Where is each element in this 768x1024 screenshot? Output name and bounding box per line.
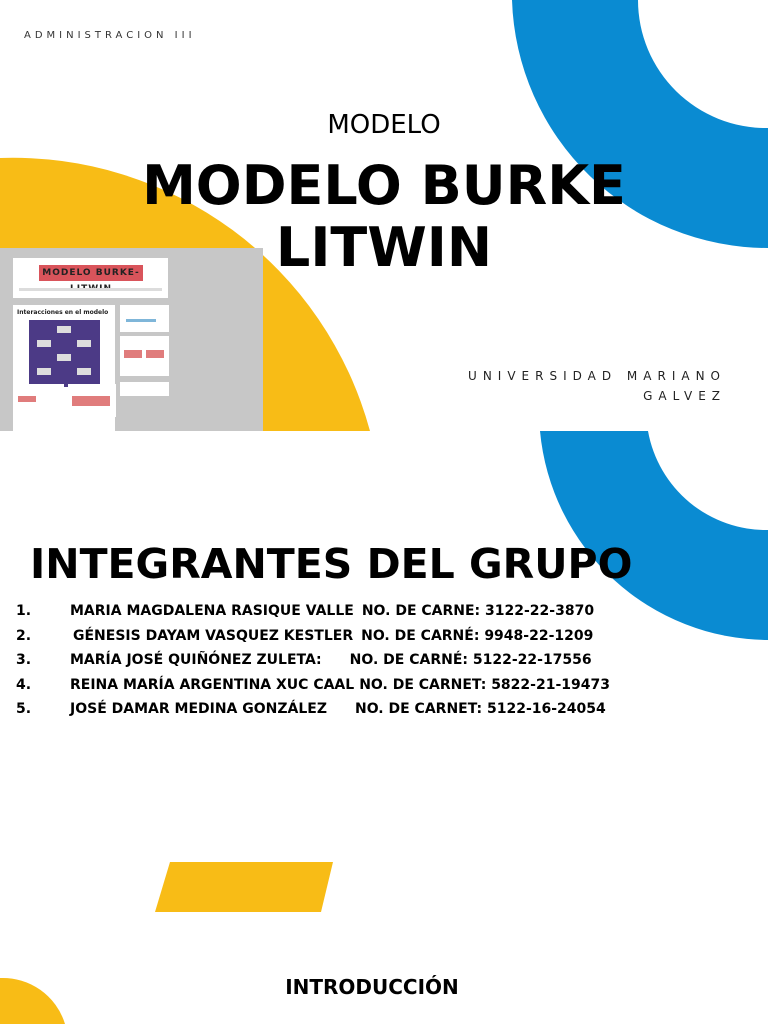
member-row — [10, 628, 610, 653]
diagram-box — [37, 368, 51, 375]
member-carne: NO. DE CARNET: 5122-16-24054 — [355, 701, 606, 717]
subtitle: MODELO — [327, 110, 441, 140]
member-name: JOSÉ DAMAR MEDINA GONZÁLEZ — [70, 701, 327, 717]
member-number: 2. — [16, 627, 32, 644]
member-name: MARIA MAGDALENA RASIQUE VALLE — [70, 603, 354, 619]
thumbnail-header — [13, 258, 168, 298]
yellow-parallelogram — [155, 862, 333, 912]
university-name — [468, 366, 726, 406]
member-row — [10, 677, 610, 702]
member-name: MARÍA JOSÉ QUIÑÓNEZ ZULETA: — [70, 652, 322, 668]
thumbnail-block — [18, 396, 36, 402]
title-line-1: MODELO BURKE — [142, 154, 626, 217]
member-name: GÉNESIS DAYAM VASQUEZ KESTLER — [73, 627, 354, 644]
thumbnail-slide — [120, 382, 169, 396]
member-number: 5. — [16, 701, 32, 717]
member-carne: NO. DE CARNET: 5822-21-19473 — [359, 676, 610, 693]
thumbnail-line — [126, 319, 156, 322]
member-row — [10, 652, 610, 677]
thumbnail-header-line — [19, 288, 162, 291]
thumbnail-slide — [68, 384, 116, 417]
presentation-thumbnail — [0, 248, 263, 431]
intro-heading: INTRODUCCIÓN — [285, 975, 459, 999]
title-line-2: LITWIN — [275, 216, 493, 279]
thumbnail-header-text: MODELO BURKE- — [39, 265, 143, 281]
university-line-1: UNIVERSIDAD MARIANO — [468, 369, 726, 383]
thumbnail-block — [146, 350, 164, 358]
thumbnail-slide — [120, 305, 169, 332]
thumbnail-block — [124, 350, 142, 358]
member-carne: NO. DE CARNÉ: 9948-22-1209 — [361, 627, 594, 644]
course-label: ADMINISTRACION III — [24, 30, 196, 41]
member-number: 4. — [16, 676, 32, 693]
member-row — [10, 603, 610, 628]
member-name: REINA MARÍA ARGENTINA XUC CAAL — [70, 676, 355, 693]
thumbnail-slide — [120, 336, 169, 376]
members-section-title: INTEGRANTES DEL GRUPO — [30, 540, 633, 588]
member-carne: NO. DE CARNE: 3122-22-3870 — [361, 603, 595, 619]
member-number: 1. — [16, 603, 32, 619]
diagram-box — [37, 340, 51, 347]
thumbnail-block — [72, 396, 110, 406]
members-list — [10, 603, 610, 726]
diagram-box — [77, 340, 91, 347]
diagram-box — [77, 368, 91, 375]
member-number: 3. — [16, 652, 32, 668]
member-carne: NO. DE CARNÉ: 5122-22-17556 — [349, 652, 592, 668]
diagram-box — [57, 354, 71, 361]
thumbnail-caption: Interacciones en el modelo — [17, 309, 109, 316]
university-line-2: GALVEZ — [643, 389, 726, 403]
thumbnail-slide — [13, 384, 64, 417]
diagram-box — [57, 326, 71, 333]
member-row — [10, 701, 610, 726]
thumbnail-diagram — [29, 320, 100, 387]
